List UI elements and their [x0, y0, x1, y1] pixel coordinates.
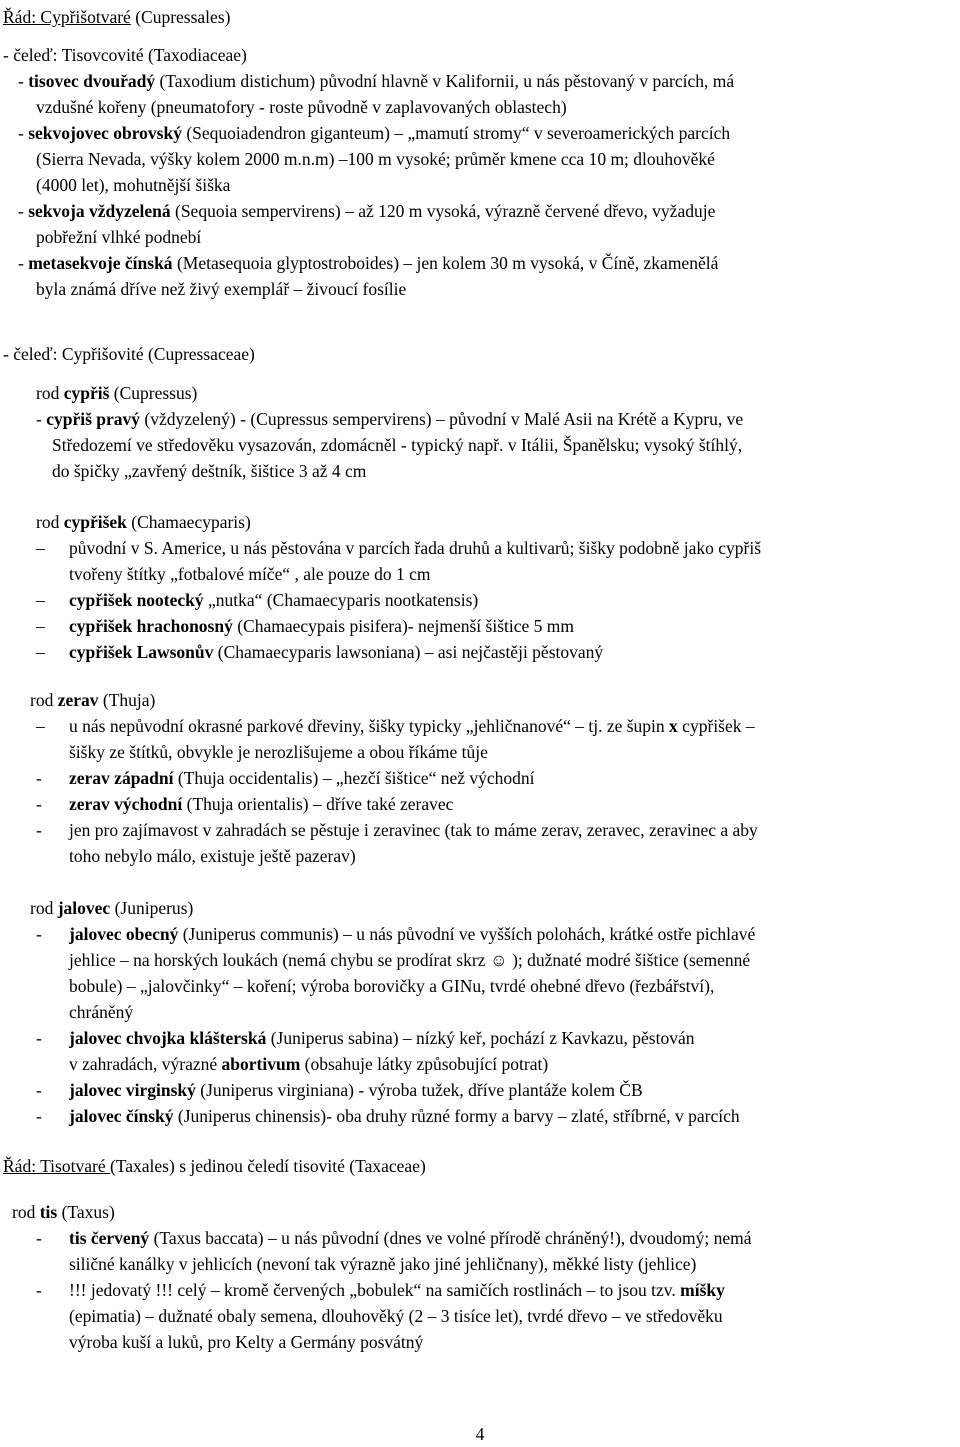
line-7-run-0: - — [18, 201, 29, 221]
line-19 — [36, 587, 478, 613]
line-31-run-0: jehlice – na horských loukách (nemá chybu se prodírat skrz ☺ ); dužnaté modré šištice (semenné — [69, 950, 751, 970]
line-3-run-0: vzdušné kořeny (pneumatofory - roste původně v zaplavovaných oblastech) — [36, 97, 567, 117]
line-24-run-0: šišky ze štítků, obvykle je nerozlišujeme a obou říkáme tůje — [69, 742, 488, 762]
line-13-run-1: cypřiš pravý — [46, 409, 141, 429]
line-25-run-2: (Thuja occidentalis) – „hezčí šištice“ než východní — [173, 768, 535, 788]
line-17-run-0: – — [36, 538, 45, 558]
line-28-run-0: toho nebylo málo, existuje ještě pazerav) — [69, 846, 356, 866]
line-29 — [30, 895, 193, 921]
line-15 — [52, 458, 366, 484]
line-18-run-0: tvořeny štítky „fotbalové míče“ , ale pouze do 1 cm — [69, 564, 431, 584]
line-4 — [18, 120, 730, 146]
line-10 — [36, 276, 406, 302]
line-35-run-1: abortivum — [221, 1054, 301, 1074]
line-0-run-0: Řád: Cypřišotvaré — [3, 7, 131, 27]
line-7-run-1: sekvoja vždyzelená — [28, 201, 171, 221]
line-30-run-2: (Juniperus communis) – u nás původní ve vyšších polohách, krátké ostře pichlavé — [178, 924, 756, 944]
line-20-run-2: (Chamaecypais pisifera)- nejmenší šištice 5 mm — [232, 616, 574, 636]
line-4-run-0: - — [18, 123, 29, 143]
line-40 — [36, 1225, 752, 1251]
line-44-run-0: výroba kuší a luků, pro Kelty a Germány posvátný — [69, 1332, 424, 1352]
line-25 — [36, 765, 535, 791]
line-5-run-0: (Sierra Nevada, výšky kolem 2000 m.n.m) –100 m vysoké; průměr kmene cca 10 m; dlouhověké — [36, 149, 715, 169]
line-38-run-1: (Taxales) s jedinou čeledí tisovité (Taxaceae) — [109, 1156, 426, 1176]
line-21-run-1: cypřišek Lawsonův — [69, 642, 214, 662]
line-12 — [36, 380, 197, 406]
line-29-run-0: rod — [30, 898, 58, 918]
line-16-run-2: (Chamaecyparis) — [126, 512, 251, 532]
line-17-run-1: původní v S. Americe, u nás pěstována v parcích řada druhů a kultivarů; šišky podobně jako cypřiš — [69, 538, 762, 558]
line-42-run-2: míšky — [680, 1280, 725, 1300]
line-37-run-1: jalovec čínský — [69, 1106, 174, 1126]
line-12-run-2: (Cupressus) — [109, 383, 198, 403]
line-27 — [36, 817, 758, 843]
line-39-run-2: (Taxus) — [57, 1202, 115, 1222]
line-35-run-0: v zahradách, výrazné — [69, 1054, 222, 1074]
line-26 — [36, 791, 453, 817]
line-34-run-2: (Juniperus sabina) – nízký keř, pochází z Kavkazu, pěstován — [266, 1028, 695, 1048]
line-35 — [69, 1051, 548, 1077]
line-9-run-2: (Metasequoia glyptostroboides) – jen kolem 30 m vysoká, v Číně, zkamenělá — [172, 253, 719, 273]
line-25-run-0: - — [36, 768, 42, 788]
line-23-run-2: x — [669, 716, 678, 736]
line-25-run-1: zerav západní — [69, 768, 174, 788]
line-20 — [36, 613, 574, 639]
line-36-run-1: jalovec virginský — [69, 1080, 196, 1100]
line-22 — [30, 687, 155, 713]
line-2-run-2: (Taxodium distichum) původní hlavně v Kalifornii, u nás pěstovaný v parcích, má — [155, 71, 735, 91]
line-10-run-0: byla známá dříve než živý exemplář – živoucí fosílie — [36, 279, 407, 299]
line-26-run-2: (Thuja orientalis) – dříve také zeravec — [182, 794, 454, 814]
line-42-run-1: !!! jedovatý !!! celý – kromě červených „bobulek“ na samičích rostlinách – to jsou tzv. — [69, 1280, 681, 1300]
line-34-run-1: jalovec chvojka klášterská — [69, 1028, 267, 1048]
line-44 — [69, 1329, 423, 1355]
line-23-run-3: cypřišek – — [677, 716, 755, 736]
line-30 — [36, 921, 755, 947]
line-39 — [12, 1199, 115, 1225]
line-33-run-0: chráněný — [69, 1002, 134, 1022]
line-20-run-0: – — [36, 616, 45, 636]
line-21-run-2: (Chamaecyparis lawsoniana) – asi nejčastěji pěstovaný — [213, 642, 604, 662]
line-28 — [69, 843, 356, 869]
line-2-run-1: tisovec dvouřadý — [28, 71, 156, 91]
line-16 — [36, 509, 251, 535]
page-number: 4 — [475, 1424, 485, 1444]
line-16-run-1: cypřišek — [63, 512, 127, 532]
line-38 — [3, 1153, 426, 1179]
line-18 — [69, 561, 431, 587]
line-37 — [36, 1103, 740, 1129]
line-26-run-1: zerav východní — [69, 794, 183, 814]
line-14-run-0: Středozemí ve středověku vysazován, zdomácněl - typický např. v Itálii, Španělsku; vysoký štíhlý, — [52, 435, 743, 455]
line-6 — [36, 172, 230, 198]
line-23-run-1: u nás nepůvodní okrasné parkové dřeviny, šišky typicky „jehličnanové“ – tj. ze šupin — [69, 716, 670, 736]
line-12-run-1: cypřiš — [63, 383, 110, 403]
line-22-run-1: zerav — [57, 690, 99, 710]
line-12-run-0: rod — [36, 383, 64, 403]
line-33 — [69, 999, 133, 1025]
line-5 — [36, 146, 715, 172]
line-15-run-0: do špičky „zavřený deštník, šištice 3 až 4 cm — [52, 461, 367, 481]
line-42 — [36, 1277, 725, 1303]
line-43-run-0: (epimatia) – dužnaté obaly semena, dlouhověký (2 – 3 tisíce let), tvrdé dřevo – ve středověku — [69, 1306, 723, 1326]
line-36-run-2: (Juniperus virginiana) - výroba tužek, dříve plantáže kolem ČB — [195, 1080, 643, 1100]
line-27-run-1: jen pro zajímavost v zahradách se pěstuje i zeravinec (tak to máme zerav, zeravec, zeravinec a aby — [69, 820, 758, 840]
line-3 — [36, 94, 567, 120]
line-2-run-0: - — [18, 71, 29, 91]
line-19-run-1: cypřišek nootecký — [69, 590, 204, 610]
line-30-run-0: - — [36, 924, 42, 944]
line-27-run-0: - — [36, 820, 42, 840]
line-36 — [36, 1077, 643, 1103]
line-14 — [52, 432, 742, 458]
line-21-run-0: – — [36, 642, 45, 662]
line-8-run-0: pobřežní vlhké podnebí — [36, 227, 202, 247]
line-22-run-0: rod — [30, 690, 58, 710]
line-4-run-1: sekvojovec obrovský — [28, 123, 182, 143]
line-29-run-1: jalovec — [57, 898, 111, 918]
line-21 — [36, 639, 603, 665]
line-16-run-0: rod — [36, 512, 64, 532]
line-6-run-0: (4000 let), mohutnější šiška — [36, 175, 231, 195]
line-13 — [36, 406, 743, 432]
line-2 — [18, 68, 734, 94]
line-0 — [3, 4, 230, 30]
line-30-run-1: jalovec obecný — [69, 924, 179, 944]
line-32-run-0: bobule) – „jalovčinky“ – koření; výroba borovičky a GINu, tvrdé ohebné dřevo (řezbářství), — [69, 976, 715, 996]
line-8 — [36, 224, 201, 250]
line-4-run-2: (Sequoiadendron giganteum) – „mamutí stromy“ v severoamerických parcích — [181, 123, 731, 143]
line-11-run-0: - čeleď: Cypřišovité (Cupressaceae) — [3, 344, 255, 364]
line-9-run-1: metasekvoje čínská — [28, 253, 173, 273]
line-11 — [3, 341, 255, 367]
line-19-run-0: – — [36, 590, 45, 610]
line-32 — [69, 973, 714, 999]
line-13-run-2: (vždyzelený) - (Cupressus sempervirens) – původní v Malé Asii na Krétě a Kypru, ve — [140, 409, 744, 429]
line-43 — [69, 1303, 723, 1329]
line-40-run-2: (Taxus baccata) – u nás původní (dnes ve volné přírodě chráněný!), dvoudomý; nemá — [149, 1228, 752, 1248]
line-39-run-0: rod — [12, 1202, 40, 1222]
line-26-run-0: - — [36, 794, 42, 814]
line-41-run-0: siličné kanálky v jehlicích (nevoní tak výrazně jako jiné jehličnany), měkké listy (jehlice) — [69, 1254, 697, 1274]
line-7 — [18, 198, 715, 224]
line-35-run-2: (obsahuje látky způsobující potrat) — [300, 1054, 549, 1074]
line-38-run-0: Řád: Tisotvaré — [3, 1156, 110, 1176]
line-34 — [36, 1025, 694, 1051]
line-13-run-0: - — [36, 409, 47, 429]
line-23 — [36, 713, 755, 739]
line-40-run-1: tis červený — [69, 1228, 150, 1248]
line-17 — [36, 535, 761, 561]
line-1 — [3, 42, 247, 68]
line-29-run-2: (Juniperus) — [110, 898, 194, 918]
line-37-run-2: (Juniperus chinensis)- oba druhy různé formy a barvy – zlaté, stříbrné, v parcích — [173, 1106, 740, 1126]
line-0-run-1: (Cupressales) — [130, 7, 231, 27]
line-42-run-0: - — [36, 1280, 42, 1300]
line-37-run-0: - — [36, 1106, 42, 1126]
line-40-run-0: - — [36, 1228, 42, 1248]
line-39-run-1: tis — [39, 1202, 58, 1222]
line-36-run-0: - — [36, 1080, 42, 1100]
line-1-run-0: - čeleď: Tisovcovité (Taxodiaceae) — [3, 45, 247, 65]
line-23-run-0: – — [36, 716, 45, 736]
line-19-run-2: „nutka“ (Chamaecyparis nootkatensis) — [203, 590, 479, 610]
line-34-run-0: - — [36, 1028, 42, 1048]
line-7-run-2: (Sequoia sempervirens) – až 120 m vysoká, výrazně červené dřevo, vyžaduje — [170, 201, 716, 221]
line-9 — [18, 250, 718, 276]
line-41 — [69, 1251, 696, 1277]
line-24 — [69, 739, 488, 765]
line-31 — [69, 947, 750, 973]
line-20-run-1: cypřišek hrachonosný — [69, 616, 233, 636]
line-22-run-2: (Thuja) — [98, 690, 156, 710]
line-9-run-0: - — [18, 253, 29, 273]
